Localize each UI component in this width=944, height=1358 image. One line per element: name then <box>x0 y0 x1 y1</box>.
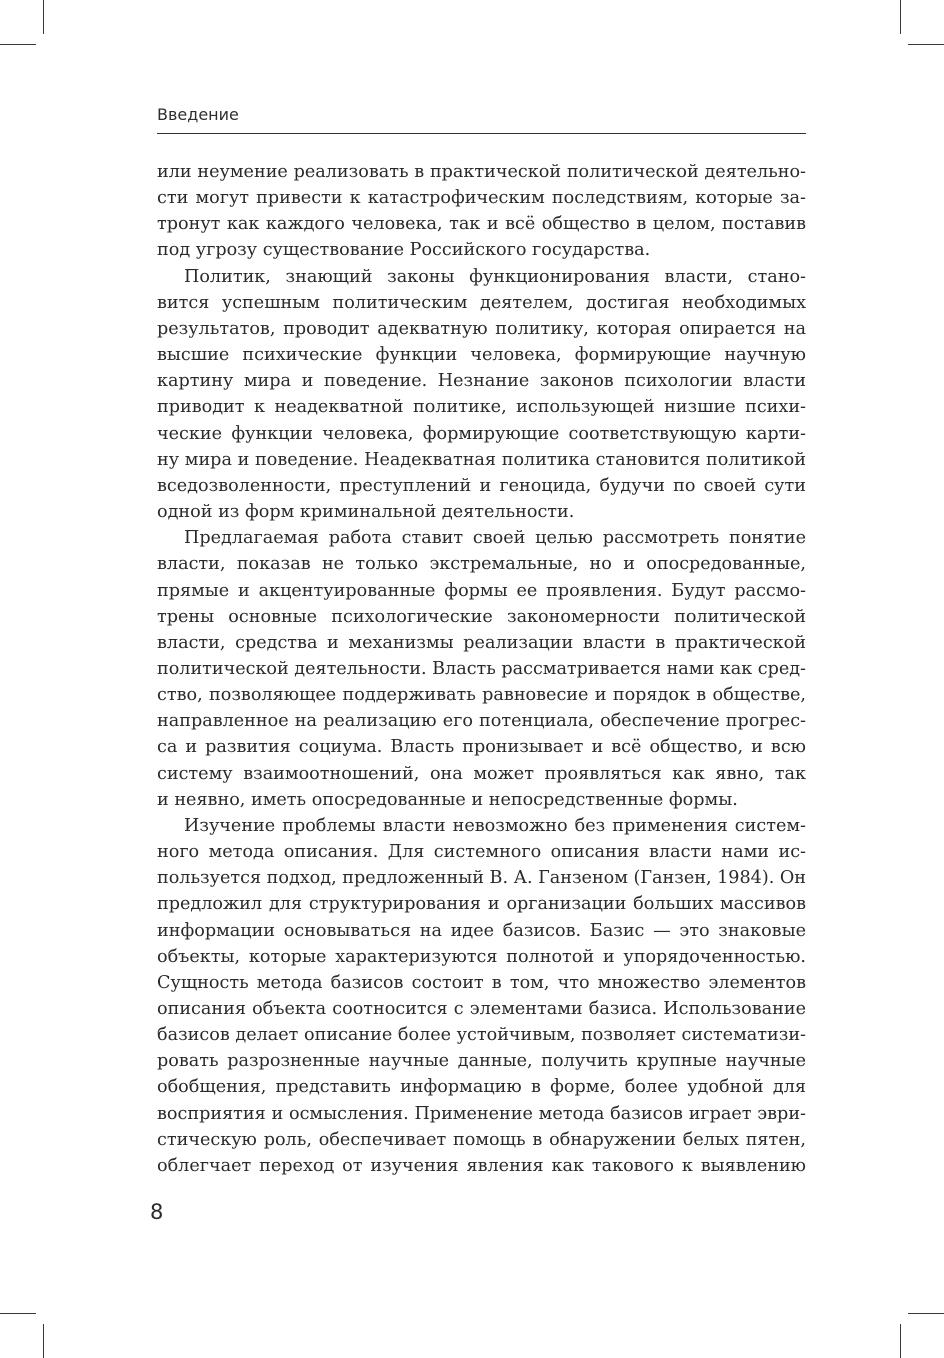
text-line: са и развития социума. Власть пронизывает и всё общество, и всю <box>157 737 806 758</box>
crop-mark <box>908 1313 944 1314</box>
header-rule <box>157 133 806 134</box>
page-number: 8 <box>150 1200 164 1224</box>
text-line: картину мира и поведение. Незнание законов психологии власти <box>157 371 806 392</box>
text-line: одной из форм криминальной деятельности. <box>157 502 575 523</box>
crop-mark <box>900 1324 901 1358</box>
crop-mark <box>0 1313 36 1314</box>
text-line: и неявно, иметь опосредованные и непосредственные формы. <box>157 789 738 810</box>
text-line: базисов делает описание более устойчивым, позволяет систематизи- <box>157 1025 806 1046</box>
crop-mark <box>0 44 36 45</box>
text-line: вится успешным политическим деятелем, достигая необходимых <box>157 292 806 313</box>
text-line: направленное на реализацию его потенциала, обеспечение прогрес- <box>157 711 806 732</box>
running-header: Введение <box>157 105 239 124</box>
text-line: Сущность метода базисов состоит в том, что множество элементов <box>157 972 806 993</box>
text-line: объекты, которые характеризуются полнотой и упорядоченностью. <box>157 946 806 967</box>
text-line: вседозволенности, преступлений и геноцида, будучи по своей сути <box>157 475 806 496</box>
text-line: сти могут привести к катастрофическим последствиям, которые за- <box>157 188 806 209</box>
text-line: тронут как каждого человека, так и всё общество в целом, поставив <box>157 214 806 235</box>
text-line: под угрозу существование Российского государства. <box>157 240 651 261</box>
text-line: информации основываться на идее базисов. Базис — это знаковые <box>157 920 806 941</box>
text-line: ну мира и поведение. Неадекватная политика становится политикой <box>157 449 806 470</box>
text-line: стическую роль, обеспечивает помощь в обнаружении белых пятен, <box>157 1129 806 1150</box>
text-line: приводит к неадекватной политике, использующей низшие психи- <box>157 397 806 418</box>
text-line: политической деятельности. Власть рассматривается нами как сред- <box>157 658 806 679</box>
text-line: восприятия и осмысления. Применение метода базисов играет эври- <box>157 1103 806 1124</box>
text-line: ческие функции человека, формирующие соответствующую карти- <box>157 423 806 444</box>
text-line: прямые и акцентуированные формы ее проявления. Будут рассмо- <box>157 580 806 601</box>
text-line: систему взаимоотношений, она может проявляться как явно, так <box>157 763 806 784</box>
text-line: предложил для структурирования и организации больших массивов <box>157 894 806 915</box>
text-line: Политик, знающий законы функционирования власти, стано- <box>184 266 806 287</box>
crop-mark <box>43 0 44 34</box>
crop-mark <box>900 0 901 34</box>
text-line: ного метода описания. Для системного описания власти нами ис- <box>157 842 806 863</box>
text-line: Предлагаемая работа ставит своей целью рассмотреть понятие <box>184 528 806 549</box>
text-line: трены основные психологические закономерности политической <box>157 606 806 627</box>
text-line: облегчает переход от изучения явления как такового к выявлению <box>157 1155 806 1176</box>
text-line: ровать разрозненные научные данные, получить крупные научные <box>157 1051 806 1072</box>
text-line: или неумение реализовать в практической политической деятельно- <box>157 162 806 182</box>
text-line: пользуется подход, предложенный В. А. Ганзеном (Ганзен, 1984). Он <box>157 868 806 889</box>
text-line: описания объекта соотносится с элементами базиса. Использование <box>157 999 806 1019</box>
crop-mark <box>908 44 944 45</box>
text-line: власти, средства и механизмы реализации власти в практической <box>157 632 806 653</box>
text-line: Изучение проблемы власти невозможно без применения систем- <box>184 815 806 836</box>
text-line: обобщения, представить информацию в форме, более удобной для <box>157 1077 806 1098</box>
text-line: власти, показав не только экстремальные, но и опосредованные, <box>157 554 806 575</box>
text-line: высшие психические функции человека, формирующие научную <box>157 345 806 366</box>
crop-mark <box>43 1324 44 1358</box>
body-text <box>157 159 806 1179</box>
text-line: результатов, проводит адекватную политику, которая опирается на <box>157 318 806 339</box>
text-line: ство, позволяющее поддерживать равновесие и порядок в обществе, <box>157 685 806 706</box>
